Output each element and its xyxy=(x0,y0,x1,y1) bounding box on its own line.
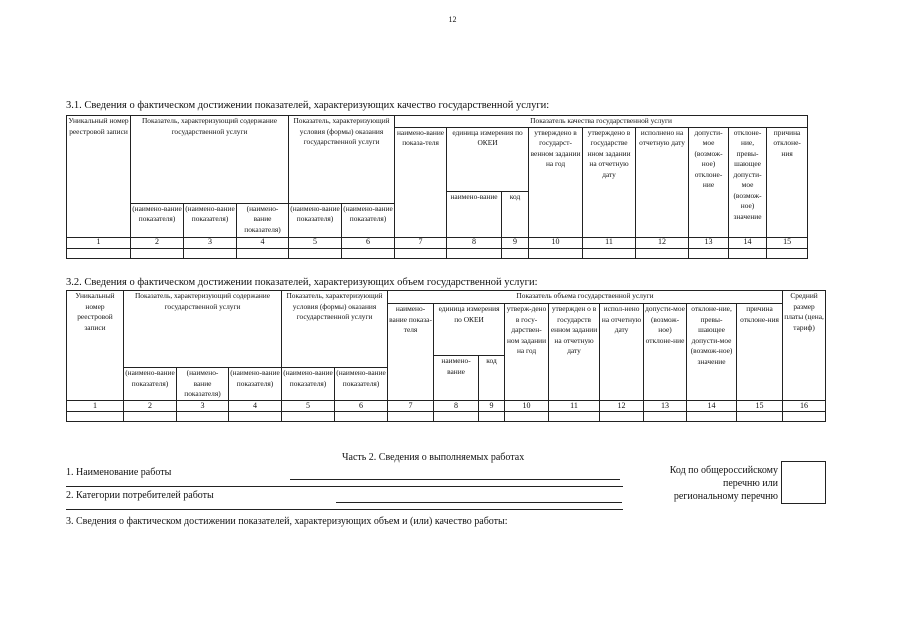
work-indicators-label: 3. Сведения о фактическом достижении показателей, характеризующих объем и (или) качество работы: xyxy=(66,516,508,527)
column-number: 5 xyxy=(289,237,342,248)
code-label-line1: Код по общероссийскому xyxy=(669,465,778,476)
col-deviation-reason: причина отклоне-ния xyxy=(737,304,783,401)
column-number: 10 xyxy=(529,237,583,248)
column-number: 3 xyxy=(184,237,237,248)
col-unit-name: наимено-вание xyxy=(434,356,479,401)
col-deviation-reason: причина отклоне-ния xyxy=(767,127,808,237)
divider xyxy=(66,486,623,487)
column-number: 7 xyxy=(395,237,447,248)
column-number: 12 xyxy=(636,237,689,248)
sub-indicator-name: (наимено-вание показателя) xyxy=(342,203,395,237)
column-number: 13 xyxy=(689,237,729,248)
column-number: 8 xyxy=(434,401,479,412)
column-number: 6 xyxy=(335,401,388,412)
col-unit-code: код xyxy=(479,356,505,401)
col-allowed-deviation: допусти-мое (возмож-ное) отклоне-ние xyxy=(644,304,687,401)
col-content-indicator: Показатель, характеризующий содержание государственной услуги xyxy=(124,291,282,368)
sub-indicator-name: (наимено-вание показателя) xyxy=(131,203,184,237)
table-row xyxy=(67,248,808,258)
sub-indicator-name: (наимено-вание показателя) xyxy=(289,203,342,237)
column-number: 2 xyxy=(124,401,177,412)
col-unique-number: Уникальный номер реестровой записи xyxy=(67,291,124,401)
column-number: 1 xyxy=(67,237,131,248)
column-number: 9 xyxy=(502,237,529,248)
sub-indicator-name: (наимено-вание показателя) xyxy=(229,368,282,401)
col-indicator-name: наимено-вание показа-теля xyxy=(388,304,434,401)
col-approved-year: утверж-дено в госу-дарствен-ном задании на год xyxy=(505,304,549,401)
code-label-line3: региональному перечню xyxy=(673,491,778,502)
col-allowed-deviation: допусти-мое (возмож-ное) отклоне-ние xyxy=(689,127,729,237)
column-number: 4 xyxy=(229,401,282,412)
column-number: 6 xyxy=(342,237,395,248)
col-content-indicator: Показатель, характеризующий содержание государственной услуги xyxy=(131,116,289,204)
consumer-category-field[interactable] xyxy=(336,502,622,503)
col-unique-number: Уникальный номер реестровой записи xyxy=(67,116,131,238)
code-label xyxy=(640,464,778,503)
col-excess-deviation: отклоне-ние, превы-шающее допусти-мое (возмож-ное) значение xyxy=(729,127,767,237)
col-excess-deviation: отклоне-ние, превы-шающее допусти-мое (возмож-ное) значение xyxy=(687,304,737,401)
col-condition-indicator: Показатель, характеризующий условия (формы) оказания государственной услуги xyxy=(289,116,395,204)
consumer-category-label: 2. Категории потребителей работы xyxy=(66,490,214,501)
col-executed: испол-нено на отчетную дату xyxy=(600,304,644,401)
column-number: 11 xyxy=(549,401,600,412)
column-number: 14 xyxy=(687,401,737,412)
col-average-fee: Средний размер платы (цена, тариф) xyxy=(783,291,826,401)
column-number: 12 xyxy=(600,401,644,412)
sub-indicator-name: (наимено-вание показателя) xyxy=(124,368,177,401)
column-number: 4 xyxy=(237,237,289,248)
column-number: 8 xyxy=(447,237,502,248)
col-unit-name: наимено-вание xyxy=(447,191,502,237)
col-executed: исполнено на отчетную дату xyxy=(636,127,689,237)
column-number: 5 xyxy=(282,401,335,412)
col-approved-year: утверждено в государст-венном задании на год xyxy=(529,127,583,237)
column-number: 7 xyxy=(388,401,434,412)
sub-indicator-name: (наимено-вание показателя) xyxy=(335,368,388,401)
col-condition-indicator: Показатель, характеризующий условия (формы) оказания государственной услуги xyxy=(282,291,388,368)
col-approved-date: утверждено в государстве нном задании на отчетную дату xyxy=(583,127,636,237)
sub-indicator-name: (наимено-вание показателя) xyxy=(177,368,229,401)
column-number: 15 xyxy=(737,401,783,412)
sub-indicator-name: (наимено-вание показателя) xyxy=(282,368,335,401)
column-number: 1 xyxy=(67,401,124,412)
quality-table xyxy=(66,115,808,259)
part2-title: Часть 2. Сведения о выполняемых работах xyxy=(342,452,525,463)
col-unit-okei: единица измерения по ОКЕИ xyxy=(447,127,529,191)
column-number: 9 xyxy=(479,401,505,412)
column-number: 15 xyxy=(767,237,808,248)
section-31-caption: 3.1. Сведения о фактическом достижении показателей, характеризующих качество государственной услуги: xyxy=(66,100,550,111)
table-row xyxy=(67,412,826,422)
col-quality-indicator: Показатель качества государственной услуги xyxy=(395,116,808,128)
col-unit-okei: единица измерения по ОКЕИ xyxy=(434,304,505,356)
divider xyxy=(66,509,623,510)
column-number: 2 xyxy=(131,237,184,248)
column-number: 14 xyxy=(729,237,767,248)
column-number: 16 xyxy=(783,401,826,412)
page-number: 12 xyxy=(448,15,457,24)
col-approved-date: утвержден о в государств енном задании на отчетную дату xyxy=(549,304,600,401)
sub-indicator-name: (наимено-вание показателя) xyxy=(184,203,237,237)
column-number: 3 xyxy=(177,401,229,412)
col-indicator-name: наимено-вание показа-теля xyxy=(395,127,447,237)
section-32-caption: 3.2. Сведения о фактическом достижении показателей, характеризующих объем государственной услуги: xyxy=(66,277,538,288)
sub-indicator-name: (наимено-вание показателя) xyxy=(237,203,289,237)
column-number: 11 xyxy=(583,237,636,248)
work-name-label: 1. Наименование работы xyxy=(66,467,172,478)
work-name-field[interactable] xyxy=(290,479,620,480)
col-volume-indicator: Показатель объема государственной услуги xyxy=(388,291,783,304)
column-number: 13 xyxy=(644,401,687,412)
col-unit-code: код xyxy=(502,191,529,237)
column-number: 10 xyxy=(505,401,549,412)
volume-table xyxy=(66,290,826,422)
code-label-line2: перечню или xyxy=(722,478,778,489)
code-box[interactable] xyxy=(781,461,826,504)
